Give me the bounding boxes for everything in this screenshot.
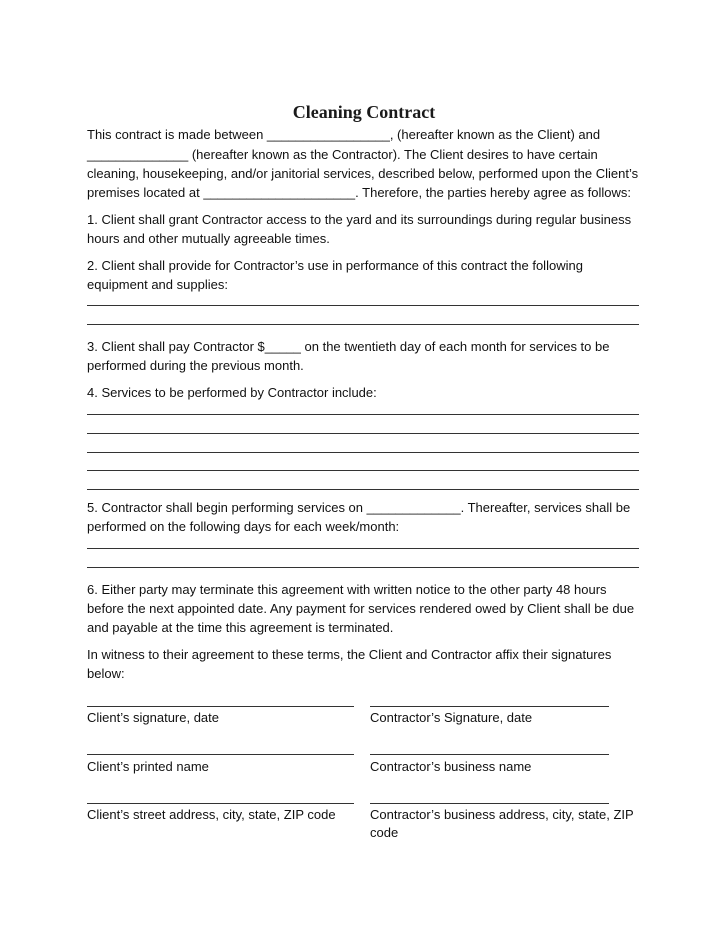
clause-5-fill-line-2 (87, 567, 639, 568)
clause-1-line-1: 1. Client shall grant Contractor access to the yard and its surroundings during regular business (87, 212, 632, 227)
intro-line-4: premises located at _____________________. Therefore, the parties hereby agree as follows: (87, 185, 631, 200)
witness-line-1: In witness to their agreement to these terms, the Client and Contractor affix their signatures (87, 647, 612, 662)
contractor-business-name-line (370, 754, 609, 755)
clause-6-line-2: before the next appointed date. Any payment for services rendered owed by Client shall be due (87, 601, 635, 616)
client-signature-line (87, 706, 354, 707)
client-signature-label: Client’s signature, date (87, 710, 220, 725)
intro-line-1: This contract is made between _________________, (hereafter known as the Client) and (87, 127, 601, 142)
clause-3-line-1: 3. Client shall pay Contractor $_____ on the twentieth day of each month for services to be (87, 339, 610, 354)
contractor-signature-line (370, 706, 609, 707)
contractor-address-label: Contractor’s business address, city, state, ZIP (370, 807, 634, 822)
clause-4-fill-line-3 (87, 452, 639, 453)
clause-4-fill-line-1 (87, 414, 639, 415)
clause-4-fill-line-4 (87, 470, 639, 471)
clause-3-line-2: performed during the previous month. (87, 358, 304, 373)
clause-4-fill-line-5 (87, 489, 639, 490)
clause-2-fill-line-2 (87, 324, 639, 325)
clause-5-line-1: 5. Contractor shall begin performing services on _____________. Thereafter, services shall be (87, 500, 631, 515)
contractor-business-name-label: Contractor’s business name (370, 759, 532, 774)
client-address-label: Client’s street address, city, state, ZIP code (87, 807, 336, 822)
clause-4-fill-line-2 (87, 433, 639, 434)
clause-2-line-1: 2. Client shall provide for Contractor’s use in performance of this contract the following (87, 258, 583, 273)
clause-5-fill-line-1 (87, 548, 639, 549)
intro-line-2: ______________ (hereafter known as the Contractor). The Client desires to have certain (87, 147, 598, 162)
client-printed-name-line (87, 754, 354, 755)
intro-line-3: cleaning, housekeeping, and/or janitorial services, described below, performed upon the Client’s (87, 166, 639, 181)
contractor-address-line (370, 803, 609, 804)
clause-2-line-2: equipment and supplies: (87, 277, 228, 292)
client-address-line (87, 803, 354, 804)
clause-6-line-3: and payable at the time this agreement is terminated. (87, 620, 394, 635)
client-printed-name-label: Client’s printed name (87, 759, 209, 774)
clause-6-line-1: 6. Either party may terminate this agreement with written notice to the other party 48 hours (87, 582, 607, 597)
clause-5-line-2: performed on the following days for each week/month: (87, 519, 400, 534)
document-title: Cleaning Contract (292, 102, 436, 122)
contractor-address-label-cont: code (370, 825, 399, 840)
contractor-signature-label: Contractor’s Signature, date (370, 710, 533, 725)
clause-2-fill-line-1 (87, 305, 639, 306)
witness-line-2: below: (87, 666, 125, 681)
clause-1-line-2: hours and other mutually agreeable times. (87, 231, 330, 246)
clause-4-line-1: 4. Services to be performed by Contractor include: (87, 385, 377, 400)
